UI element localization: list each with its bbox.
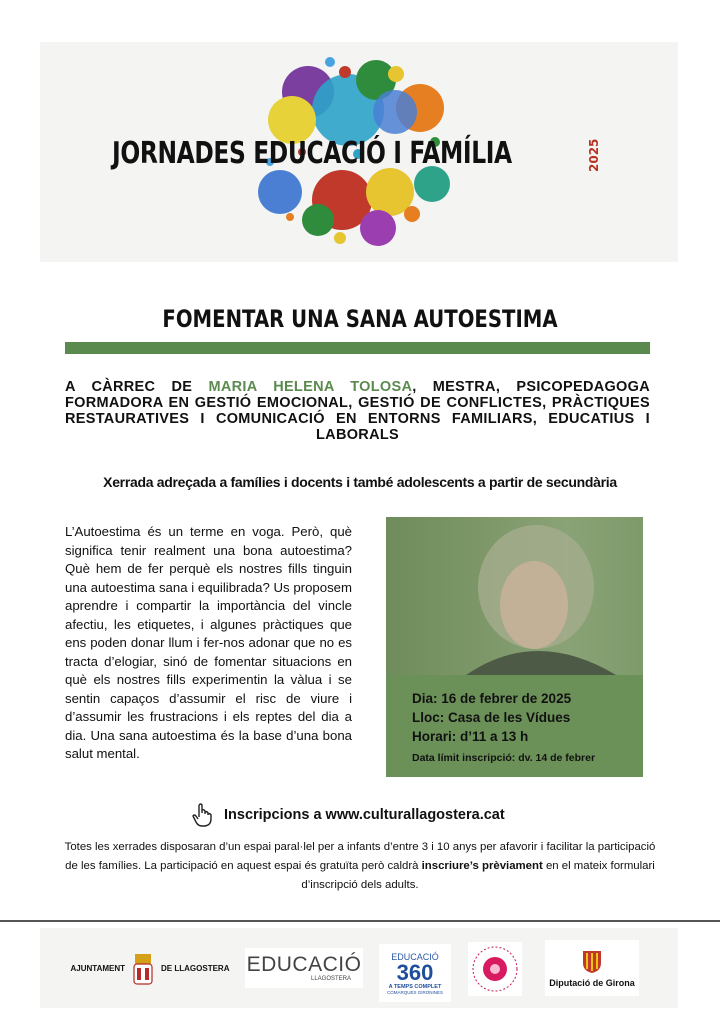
note-emphasis: inscriure’s prèviament: [421, 860, 543, 872]
audience-line: Xerrada adreçada a famílies i docents i també adolescents a partir de secundària: [103, 474, 617, 490]
event-year: 2025: [587, 138, 601, 172]
inscriptions-text[interactable]: Inscripcions a www.culturallagostera.cat: [224, 807, 505, 823]
llagostera-shield-icon: [131, 948, 155, 988]
diputacio-girona-logo: Diputació de Girona: [545, 940, 639, 996]
title-divider-bar: [65, 342, 650, 354]
event-time: Horari: d’11 a 13 h: [412, 729, 529, 744]
speaker-prefix: A CÀRREC DE: [65, 379, 209, 395]
header-panel: [40, 42, 678, 262]
sponsors-footer: [40, 928, 678, 1008]
speaker-credits: [65, 379, 650, 443]
talk-description: L’Autoestima és un terme en voga. Però, què significa tenir realment una bona autoestima? Què hem de fer perquè els nostres fills tinguin una autoestima sana i equilibrada? Us proposem aprendre i compartir la importància del vincle afectiu, les etiquetes, i algunes pràctiques que ens poden donar llum i fer-nos adonar que no es tracta d’elogiar, sinó de fomentar situacions en què els nostres fills experimentin la vàlua i se sentin capaços d’assumir el risc de viure i d’assumir les frustracions i els reptes del dia a dia. Una sana autoestima és la base d’una bona salut mental.: [65, 524, 352, 761]
diputacio-shield-icon: [581, 949, 603, 975]
circular-seal-logo: [468, 942, 522, 996]
talk-title: FOMENTAR UNA SANA AUTOESTIMA: [162, 305, 558, 333]
childcare-note: Totes les xerrades disposaran d’un espai paral·lel per a infants d’entre 3 i 10 anys per afavorir i facilitar la participació de les famílies. La participació en aquest espai és gratuïta però caldrà inscriure’s prèviament en el mateix formulari d’inscripció dels adults.: [64, 841, 656, 891]
pointing-hand-icon: [190, 802, 216, 828]
seal-icon: [470, 944, 520, 994]
speaker-portrait-icon: [386, 517, 643, 675]
event-info-box: [386, 675, 643, 777]
footer-divider: [0, 920, 720, 922]
event-place: Lloc: Casa de les Vídues: [412, 710, 571, 725]
registration-deadline: Data límit inscripció: dv. 14 de febrer: [412, 752, 596, 764]
inscriptions-link[interactable]: [190, 802, 505, 828]
educacio-llagostera-logo: EDUCACIÓ LLAGOSTERA: [245, 948, 363, 988]
speaker-photo: [386, 517, 643, 675]
speaker-name: MARIA HELENA TOLOSA: [208, 379, 413, 395]
event-title: JORNADES EDUCACIÓ I FAMÍLIA: [112, 136, 512, 171]
speaker-roles: , MESTRA, PSICOPEDAGOGA FORMADORA EN GESTIÓ EMOCIONAL, GESTIÓ DE CONFLICTES, PRÀCTIQUES RESTAURATIVES I COMUNICACIÓ EN ENTORNS FAMILIARS, EDUCATIUS I LABORALS: [65, 379, 650, 443]
ajuntament-llagostera-logo: AJUNTAMENT DE LLAGOSTERA: [70, 942, 230, 994]
event-date: Dia: 16 de febrer de 2025: [412, 691, 572, 706]
educacio-360-logo: EDUCACIÓ 360 A TEMPS COMPLET COMARQUES GIRONINES: [379, 944, 451, 1002]
